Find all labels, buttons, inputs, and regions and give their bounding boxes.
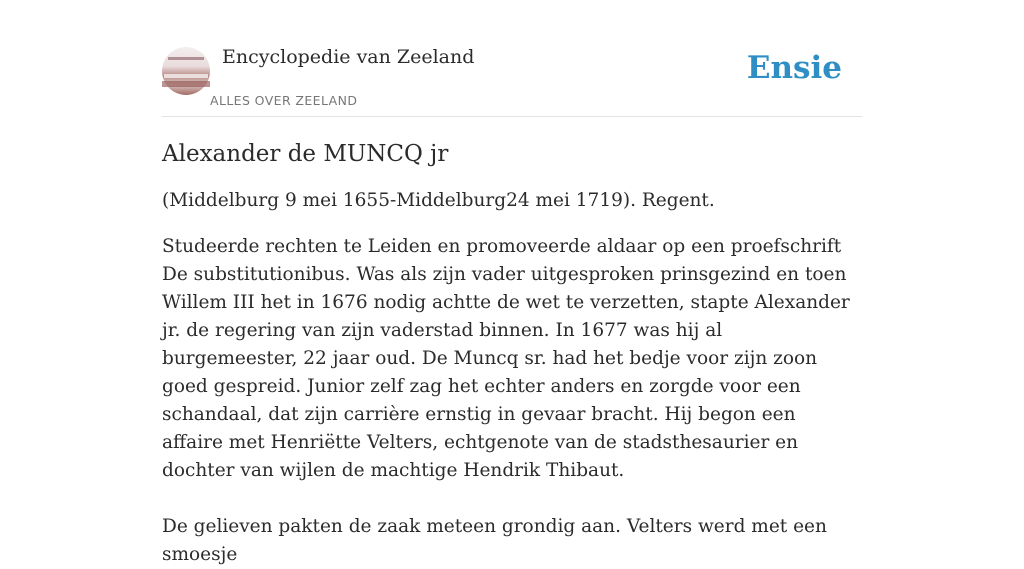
site-header: [162, 0, 862, 117]
site-avatar[interactable]: [162, 47, 210, 95]
article-intro: (Middelburg 9 mei 1655-Middelburg24 mei 1719). Regent.: [162, 190, 715, 211]
site-title[interactable]: Encyclopedie van Zeeland: [222, 46, 475, 68]
ensie-logo[interactable]: Ensie: [746, 50, 842, 86]
avatar-detail: [168, 57, 204, 60]
article-title: Alexander de MUNCQ jr: [162, 141, 449, 167]
site-tagline: ALLES OVER ZEELAND: [210, 93, 358, 108]
avatar-detail: [162, 81, 210, 87]
avatar-detail: [164, 74, 208, 78]
article-paragraph: Studeerde rechten te Leiden en promoveerde aldaar op een proefschrift De substitutionibus. Was als zijn vader uitgesproken prinsgezind en toen Willem III het in 1676 nodig achtte de wet te verzetten, stapte Alexander jr. de regering van zijn vaderstad binnen. In 1677 was hij al burgemeester, 22 jaar oud. De Muncq sr. had het bedje voor zijn zoon goed gespreid. Junior zelf zag het echter anders en zorgde voor een schandaal, dat zijn carrière ernstig in gevaar bracht. Hij begon een affaire met Henriëtte Velters, echtgenote van de stadsthesaurier en dochter van wijlen de machtige Hendrik Thibaut.: [162, 236, 850, 481]
article: [162, 138, 862, 569]
article-paragraph: De gelieven pakten de zaak meteen grondig aan. Velters werd met een smoesje: [162, 516, 827, 565]
